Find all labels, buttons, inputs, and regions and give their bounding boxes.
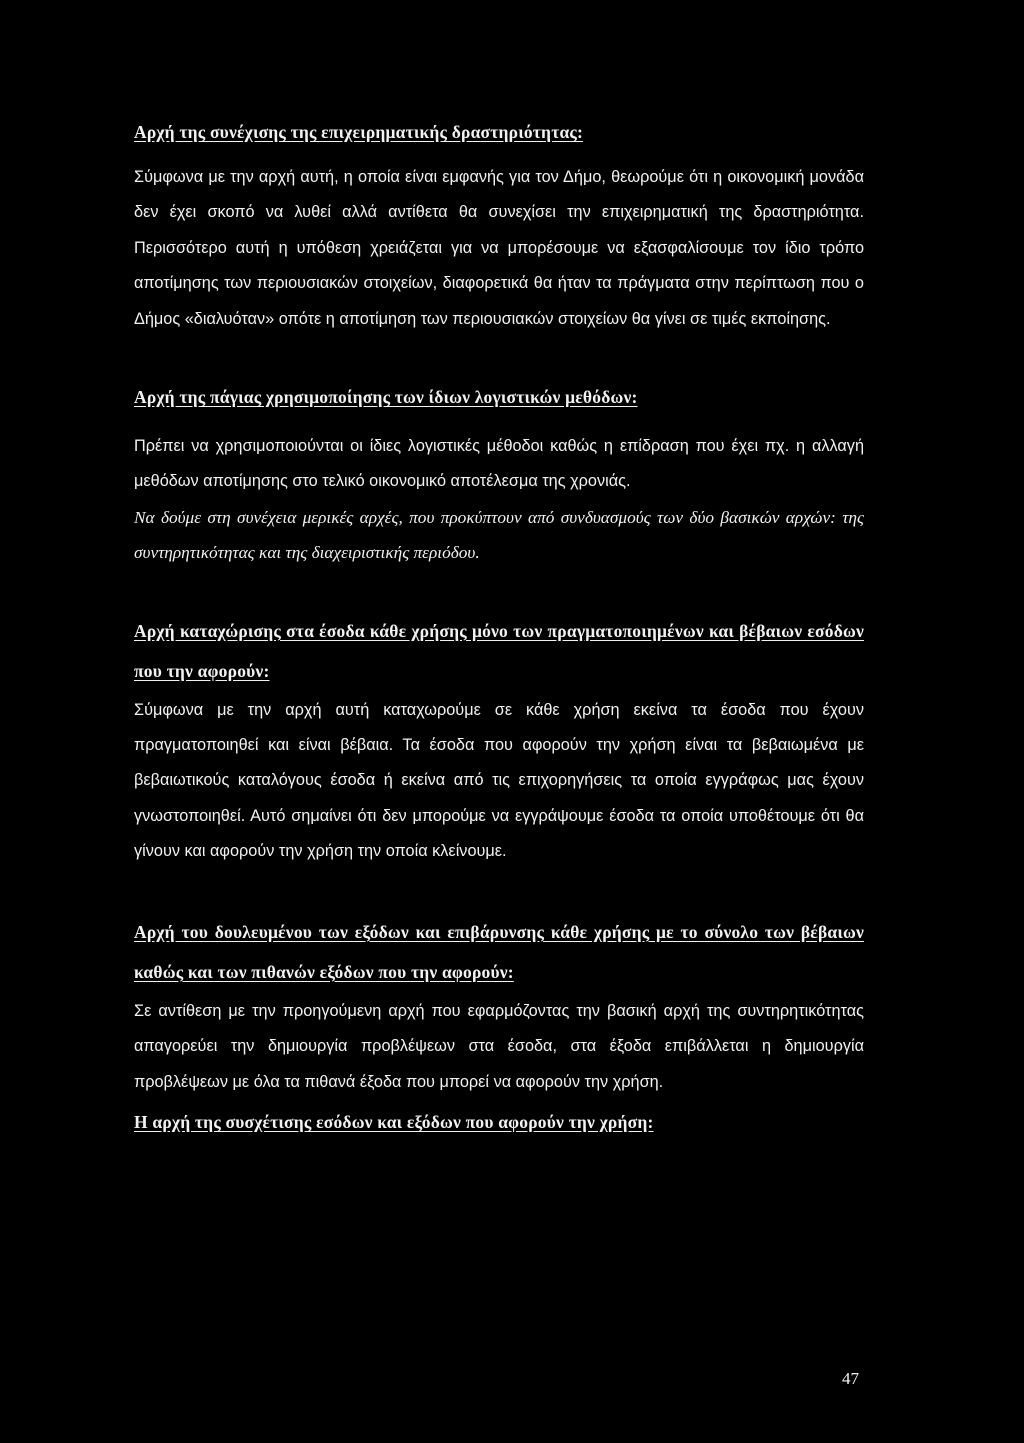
paragraph-consistency: Πρέπει να χρησιμοποιούνται οι ίδιες λογιστικές μέθοδοι καθώς η επίδραση που έχει πχ. η αλλαγή μεθόδων αποτίμησης στο τελικό οικονομικό αποτέλεσμα της χρονιάς. xyxy=(134,437,864,491)
page-number: 47 xyxy=(842,1369,859,1388)
paragraph-accrual-expenses: Σε αντίθεση με την προηγούμενη αρχή που εφαρμόζοντας την βασική αρχή της συντηρητικότητας απαγορεύει την δημιουργία προβλέψεων στα έσοδα, στα έξοδα επιβάλλεται η δημιουργία προβλέψεων με όλα τα πιθανά έξοδα που μπορεί να αφορούν την χρήση. xyxy=(134,1001,864,1091)
section-heading-consistency: Αρχή της πάγιας χρησιμοποίησης των ίδιων λογιστικών μεθόδων: xyxy=(134,387,638,408)
paragraph-revenue-recognition: Σύμφωνα με την αρχή αυτή καταχωρούμε σε κάθε χρήση εκείνα τα έσοδα που έχουν πραγματοποιηθεί και είναι βέβαια. Τα έσοδα που αφορούν την χρήση είναι τα βεβαιωμένα με βεβαιωτικούς καταλόγους έσοδα ή εκείνα από τις επιχορηγήσεις τα οποία εγγράφως μας έχουν γνωστοποιηθεί. Αυτό σημαίνει ότι δεν μπορούμε να εγγράψουμε έσοδα τα οποία υποθέτουμε ότι θα γίνουν και αφορούν την χρήση την οποία κλείνουμε. xyxy=(134,700,864,861)
paragraph-continuity: Σύμφωνα με την αρχή αυτή, η οποία είναι εμφανής για τον Δήμο, θεωρούμε ότι η οικονομική μονάδα δεν έχει σκοπό να λυθεί αλλά αντίθετα θα συνεχίσει την επιχειρηματική της δραστηριότητα. Περισσότερο αυτή η υπόθεση χρειάζεται για να μπορέσουμε να εξασφαλίσουμε τον ίδιο τρόπο αποτίμησης των περιουσιακών στοιχείων, διαφορετικά θα ήταν τα πράγματα στην περίπτωση που ο Δήμος «διαλυόταν» οπότε η αποτίμηση των περιουσιακών στοιχείων θα γίνει σε τιμές εκποίησης. xyxy=(134,168,864,328)
document-page xyxy=(134,112,864,1142)
section-heading-matching: Η αρχή της συσχέτισης εσόδων και εξόδων που αφορούν την χρήση: xyxy=(134,1111,654,1132)
paragraph-intro-italic: Να δούμε στη συνέχεια μερικές αρχές, που προκύπτουν από συνδυασμούς των δύο βασικών αρχών: της συντηρητικότητας και της διαχειριστικής περιόδου. xyxy=(134,507,864,563)
section-heading-accrual-expenses: Αρχή του δουλευμένου των εξόδων και επιβάρυνσης κάθε χρήσης με το σύνολο των βέβαιων καθώς και των πιθανών εξόδων που την αφορούν: xyxy=(134,921,864,982)
section-heading-continuity: Αρχή της συνέχισης της επιχειρηματικής δραστηριότητας: xyxy=(134,122,584,142)
section-heading-revenue-recognition: Αρχή καταχώρισης στα έσοδα κάθε χρήσης μόνο των πραγματοποιημένων και βέβαιων εσόδων που την αφορούν: xyxy=(134,620,864,681)
